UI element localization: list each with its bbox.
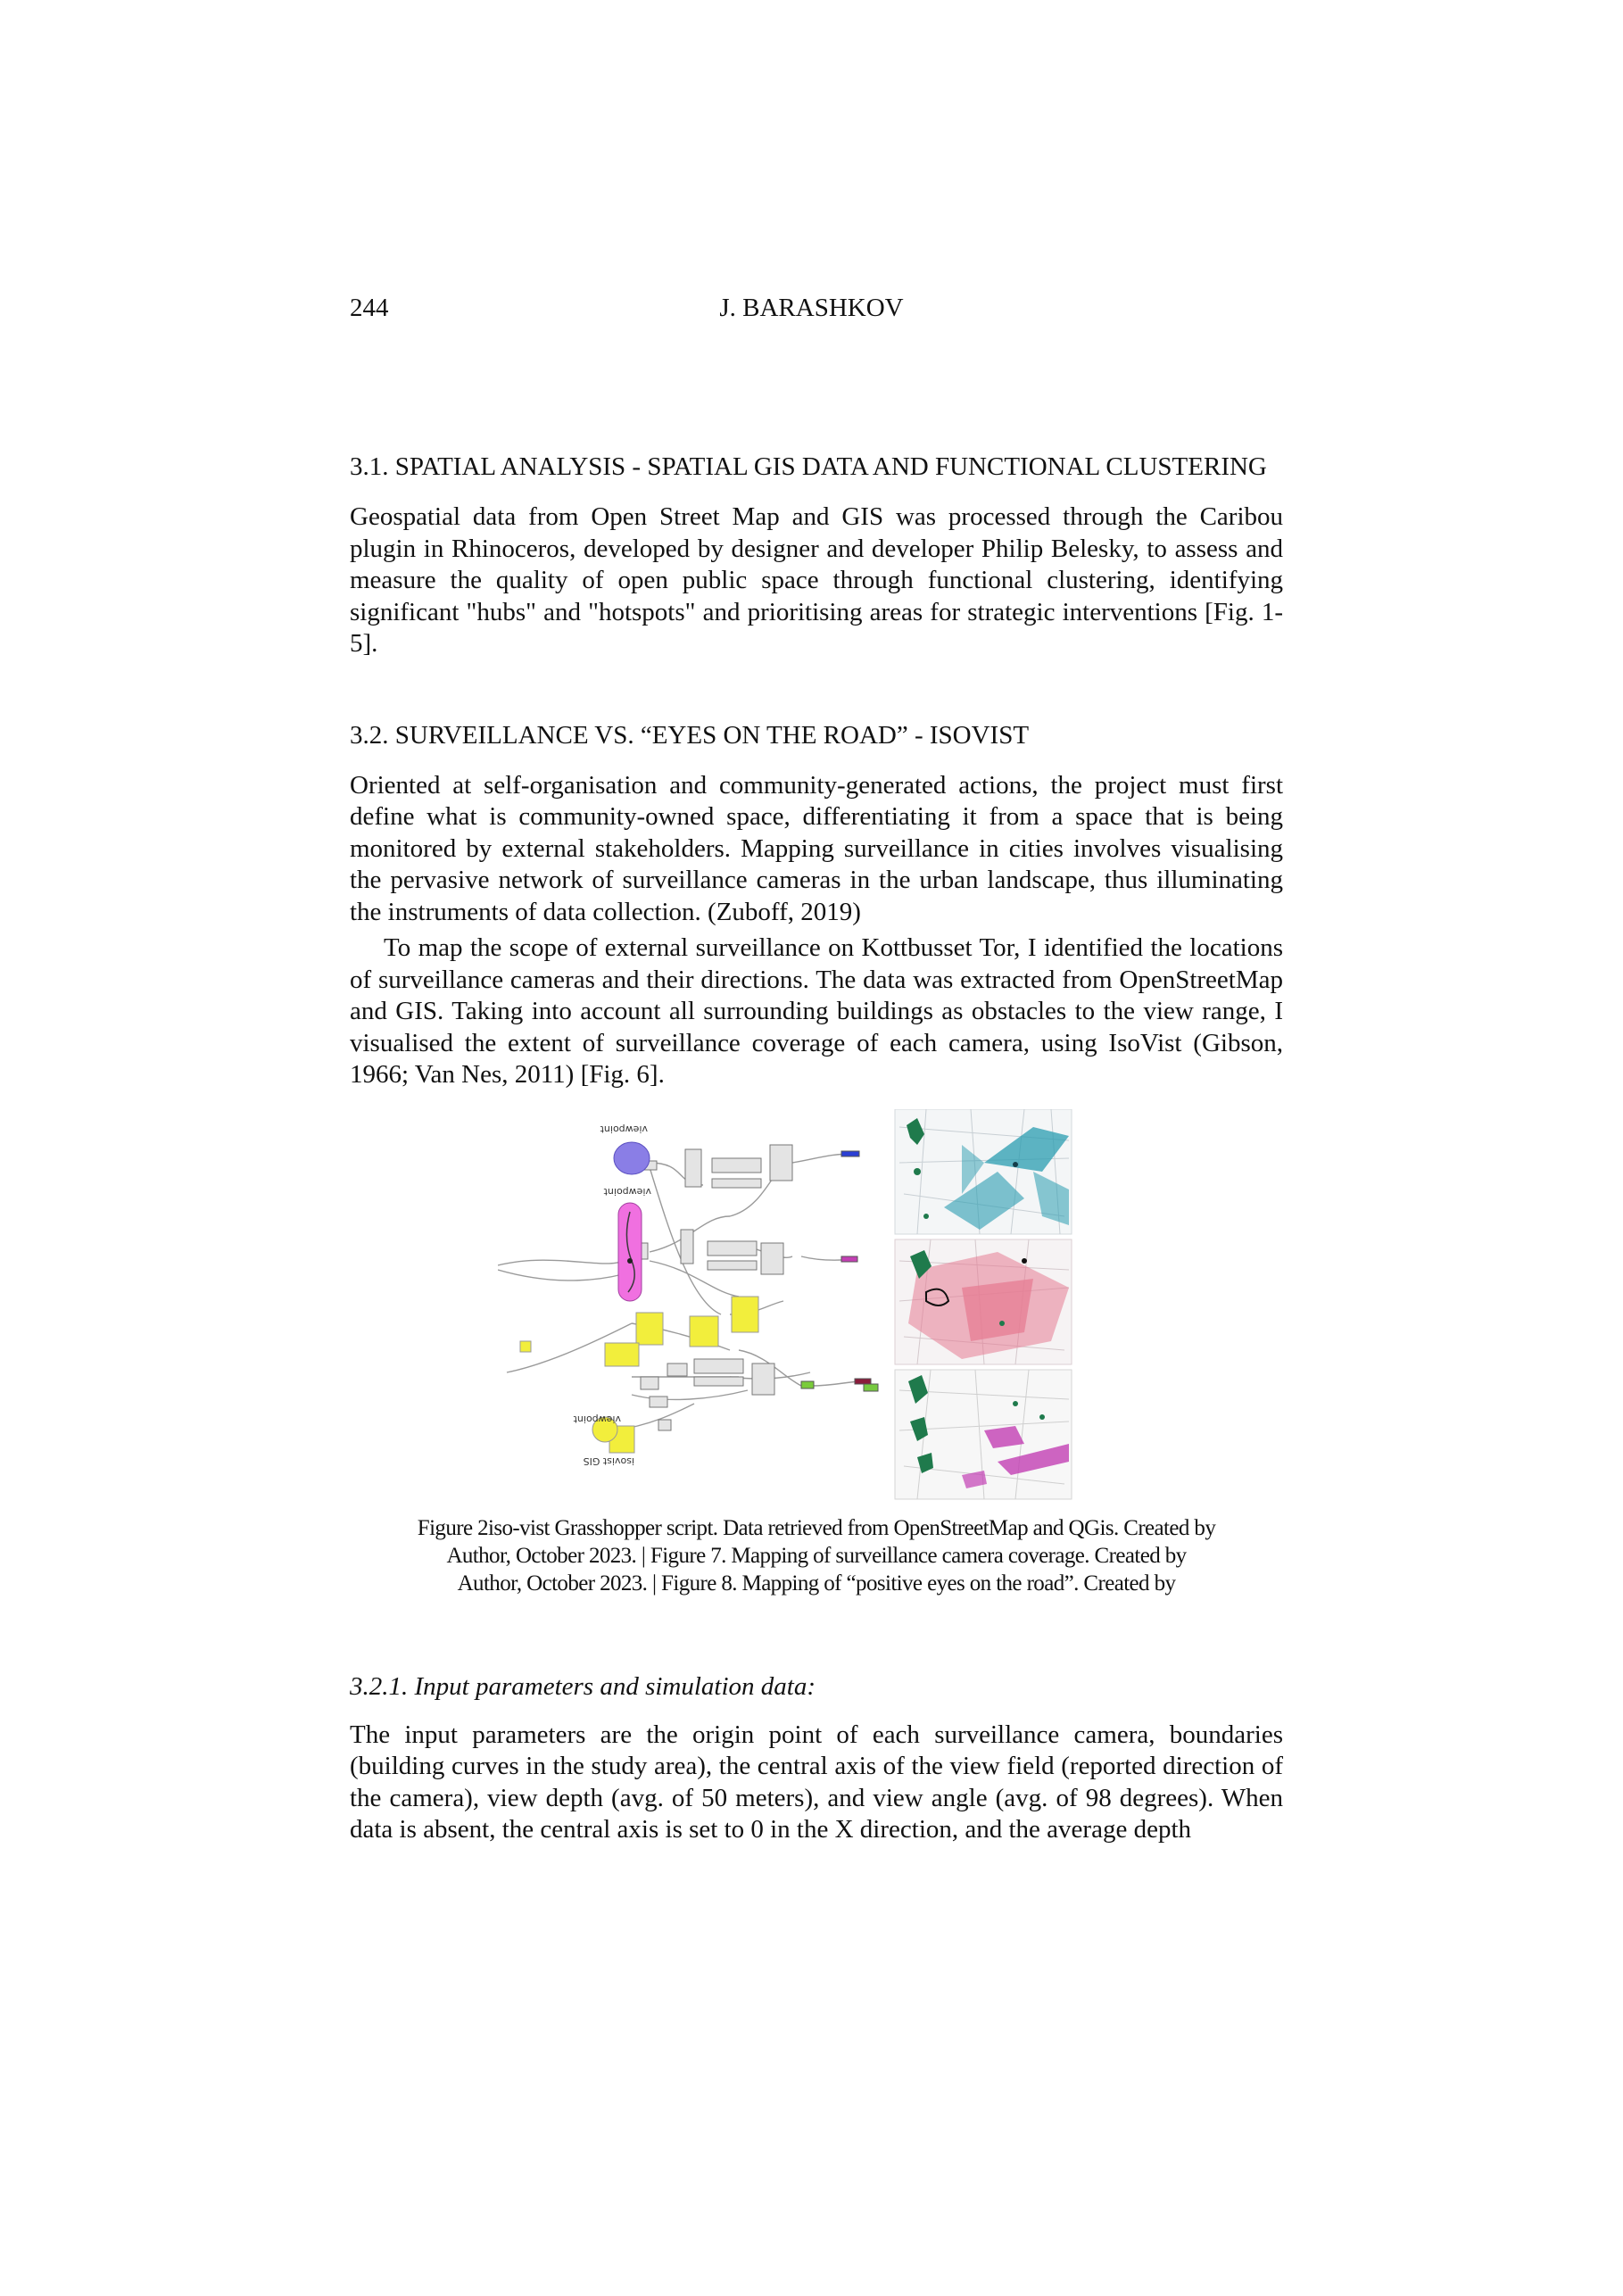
- script-label: isovist GIS: [583, 1455, 634, 1467]
- figure-graphic: [498, 1109, 1135, 1502]
- page-body: [350, 451, 1283, 1846]
- paragraph: Oriented at self-organisation and community-generated actions, the project must first define what is community-owned space, differentiating it from a space that is being monitored by external stakeholders. Mapping surveillance in cities involves visualising the pervasive network of surveillance cameras in the urban landscape, thus illuminating the instruments of data collection. (Zuboff, 2019): [350, 770, 1283, 926]
- script-label: viewpoint: [600, 1123, 648, 1135]
- subsection-heading-3-2-1: 3.2.1. Input parameters and simulation data:: [350, 1671, 816, 1701]
- section-heading-3-1: 3.1. SPATIAL ANALYSIS - SPATIAL GIS DATA AND FUNCTIONAL CLUSTERING: [350, 452, 1267, 481]
- page-number: 244: [350, 294, 389, 322]
- running-head: J. BARASHKOV: [719, 294, 904, 322]
- figure-isovist: [498, 1109, 1135, 1502]
- grasshopper-script: [498, 1142, 878, 1453]
- map-surveillance-coverage-pink: [895, 1239, 1072, 1364]
- map-surveillance-coverage-blue: [895, 1109, 1072, 1234]
- script-label: viewpoint: [603, 1185, 651, 1198]
- section-heading-3-2: 3.2. SURVEILLANCE VS. “EYES ON THE ROAD” - ISOVIST: [350, 720, 1030, 750]
- map-positive-eyes-on-road: [895, 1370, 1072, 1499]
- paragraph: The input parameters are the origin point of each surveillance camera, boundaries (building curves in the study area), the central axis of the view field (reported direction of the camera), view depth (avg. of 50 meters), and view angle (avg. of 98 degrees). When data is absent, the central axis is set to 0 in the X direction, and the average depth: [350, 1720, 1283, 1844]
- script-label: viewpoint: [573, 1413, 621, 1425]
- paragraph: Geospatial data from Open Street Map and GIS was processed through the Caribou plugin in Rhinoceros, developed by designer and developer Philip Belesky, to assess and measure the quality of open public space through functional clustering, identifying significant "hubs" and "hotspots" and prioritising areas for strategic interventions [Fig. 1-5].: [350, 502, 1283, 658]
- figure-caption: Figure 2iso-vist Grasshopper script. Data retrieved from OpenStreetMap and QGis. Created by Author, October 2023. | Figure 7. Mapping of surveillance camera coverage. Created by Author, October 2023. | Figure 8. Mapping of “positive eyes on the road”. Created by: [417, 1515, 1216, 1596]
- paragraph: To map the scope of external surveillance on Kottbusset Tor, I identified the locations of surveillance cameras and their directions. The data was extracted from OpenStreetMap and GIS. Taking into account all surrounding buildings as obstacles to the view range, I visualised the extent of surveillance coverage of each camera, using IsoVist (Gibson, 1966; Van Nes, 2011) [Fig. 6].: [350, 933, 1283, 1089]
